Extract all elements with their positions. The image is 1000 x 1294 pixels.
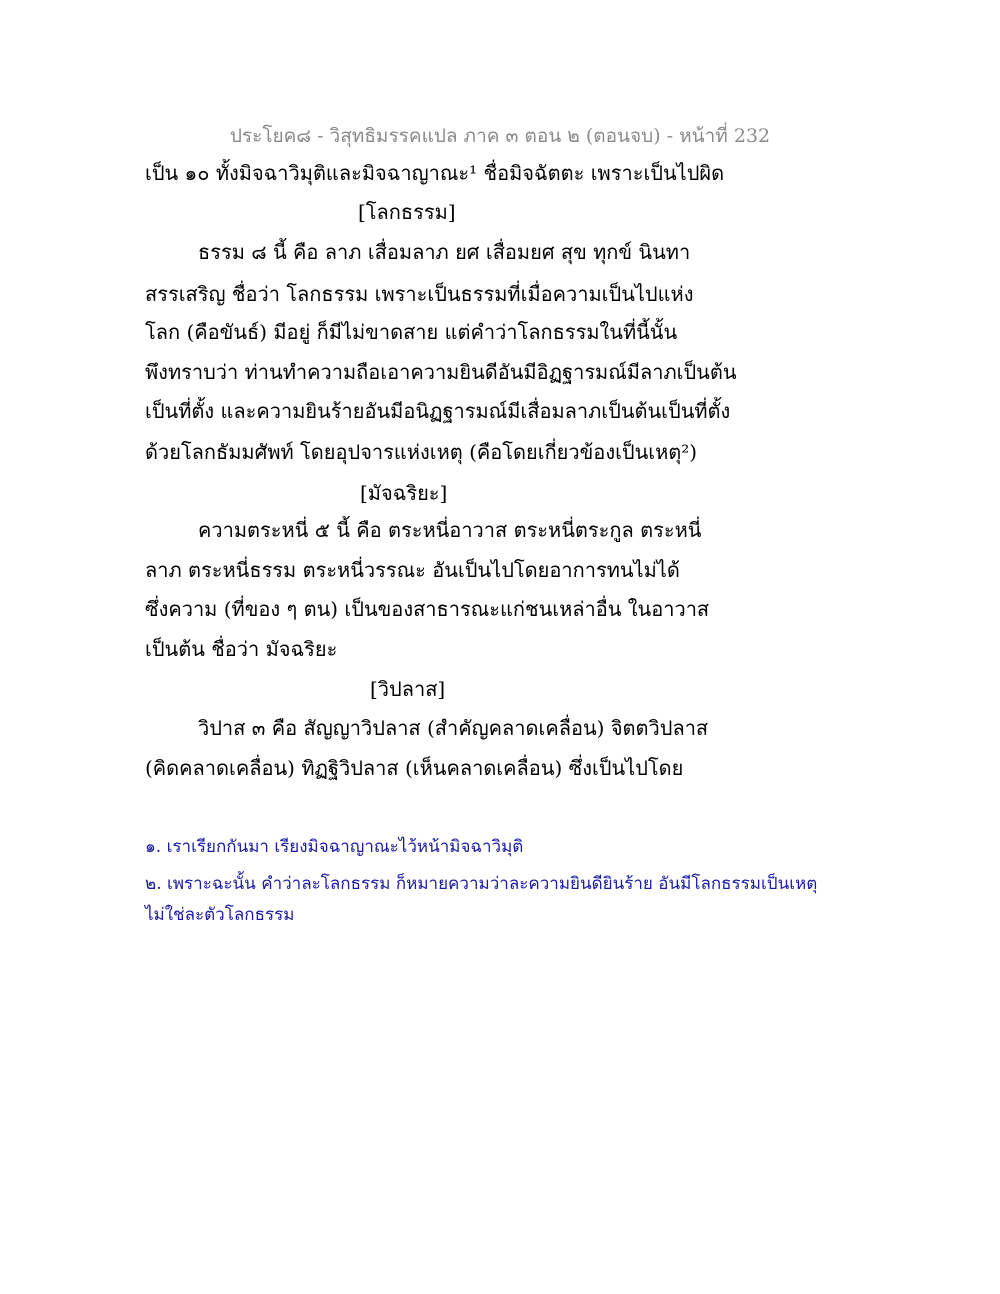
body-line: เป็น ๑๐ ทั้งมิจฉาวิมุติและมิจฉาญาณะ¹ ชื่อมิจฉัตตะ เพราะเป็นไปผิด [145, 161, 725, 185]
body-line: สรรเสริญ ชื่อว่า โลกธรรม เพราะเป็นธรรมที่เมื่อความเป็นไปแห่ง [145, 282, 694, 306]
section-heading-vipallasa: [วิปลาส] [370, 677, 446, 701]
body-line: ซึ่งความ (ที่ของ ๆ ตน) เป็นของสาธารณะแก่ชนเหล่าอื่น ในอาวาส [145, 597, 710, 621]
body-line: เป็นที่ตั้ง และความยินร้ายอันมีอนิฏฐารมณ์มีเสื่อมลาภเป็นต้นเป็นที่ตั้ง [145, 399, 731, 423]
body-line: (คิดคลาดเคลื่อน) ทิฏฐิวิปลาส (เห็นคลาดเคลื่อน) ซึ่งเป็นไปโดย [145, 756, 684, 780]
page-header: ประโยค๘ - วิสุทธิมรรคแปล ภาค ๓ ตอน ๒ (ตอนจบ) - หน้าที่ 232 [229, 125, 771, 147]
footnote-1: ๑. เราเรียกกันมา เรียงมิจฉาญาณะไว้หน้ามิจฉาวิมุติ [145, 837, 524, 857]
section-heading-macchariya: [มัจฉริยะ] [360, 481, 448, 505]
section-heading-lokadhamma: [โลกธรรม] [358, 200, 456, 224]
footnote-2: ๒. เพราะฉะนั้น คำว่าละโลกธรรม ก็หมายความว่าละความยินดียินร้าย อันมีโลกธรรมเป็นเหตุ [145, 874, 818, 894]
body-line: โลก (คือขันธ์) มีอยู่ ก็มีไม่ขาดสาย แต่คำว่าโลกธรรมในที่นี้นั้น [145, 320, 678, 344]
body-line: ความตระหนี่ ๕ นี้ คือ ตระหนี่อาวาส ตระหนี่ตระกูล ตระหนี่ [198, 518, 702, 542]
body-line: ด้วยโลกธัมมศัพท์ โดยอุปจารแห่งเหตุ (คือโดยเกี่ยวข้องเป็นเหตุ²) [145, 440, 698, 464]
body-line: เป็นต้น ชื่อว่า มัจฉริยะ [145, 637, 338, 661]
body-line: ธรรม ๘ นี้ คือ ลาภ เสื่อมลาภ ยศ เสื่อมยศ สุข ทุกข์ นินทา [198, 240, 691, 264]
body-line: ลาภ ตระหนี่ธรรม ตระหนี่วรรณะ อันเป็นไปโดยอาการทนไม่ได้ [145, 558, 680, 582]
footnote-2-continuation: ไม่ใช่ละตัวโลกธรรม [145, 905, 295, 925]
body-line: วิปาส ๓ คือ สัญญาวิปลาส (สำคัญคลาดเคลื่อน) จิตตวิปลาส [198, 716, 709, 740]
body-line: พึงทราบว่า ท่านทำความถือเอาความยินดีอันมีอิฏฐารมณ์มีลาภเป็นต้น [145, 360, 737, 384]
